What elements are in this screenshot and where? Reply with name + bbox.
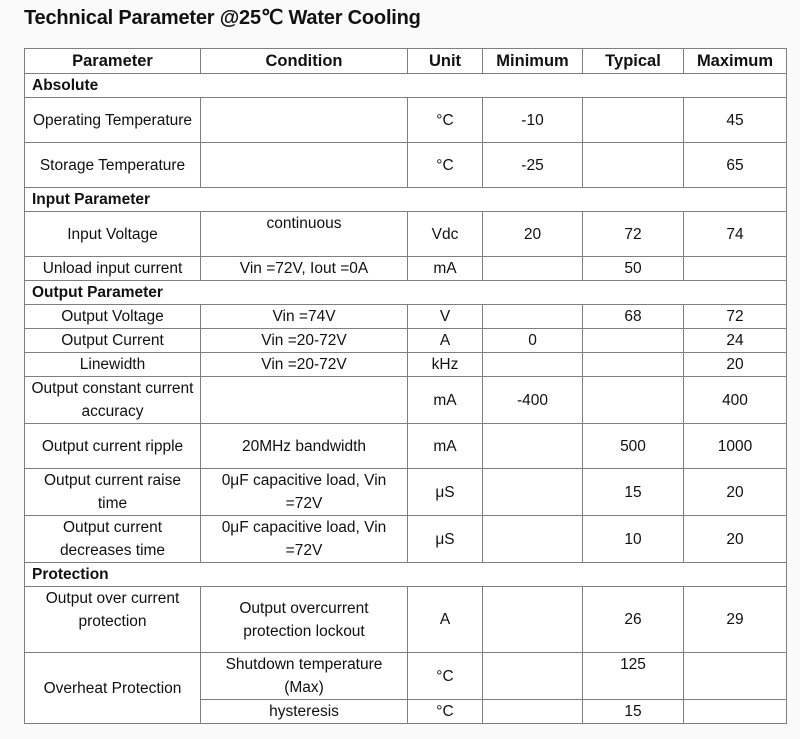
cell-min: -400 (483, 377, 583, 424)
table-row (25, 516, 787, 563)
cell-condition: Vin =72V, Iout =0A (201, 257, 408, 281)
cell-typ: 72 (583, 212, 684, 257)
table-row (25, 98, 787, 143)
cell-param: Storage Temperature (25, 143, 201, 188)
table-row (25, 469, 787, 516)
cell-min: 20 (483, 212, 583, 257)
cell-max: 24 (684, 329, 787, 353)
cell-unit: V (408, 305, 483, 329)
cell-typ: 68 (583, 305, 684, 329)
cell-param: Output current raise time (25, 469, 201, 516)
cell-min (483, 353, 583, 377)
section-row (25, 281, 787, 305)
cell-typ: 26 (583, 587, 684, 653)
cell-condition: Output overcurrent protection lockout (201, 587, 408, 653)
cell-typ: 15 (583, 700, 684, 724)
cell-param: Output current decreases time (25, 516, 201, 563)
cell-typ (583, 329, 684, 353)
cell-typ (583, 353, 684, 377)
table-row (25, 653, 787, 700)
table-row (25, 305, 787, 329)
cell-unit: Vdc (408, 212, 483, 257)
header-typical: Typical (583, 49, 684, 74)
cell-param: Unload input current (25, 257, 201, 281)
cell-min (483, 469, 583, 516)
table-row (25, 257, 787, 281)
cell-min (483, 516, 583, 563)
cell-max: 65 (684, 143, 787, 188)
cell-unit: A (408, 329, 483, 353)
cell-min (483, 587, 583, 653)
cell-condition: Shutdown temperature (Max) (201, 653, 408, 700)
cell-min (483, 305, 583, 329)
cell-max (684, 257, 787, 281)
cell-condition: 20MHz bandwidth (201, 424, 408, 469)
section-input: Input Parameter (25, 188, 787, 212)
cell-min: -25 (483, 143, 583, 188)
cell-min: -10 (483, 98, 583, 143)
cell-unit: °C (408, 98, 483, 143)
cell-condition: hysteresis (201, 700, 408, 724)
cell-param: Input Voltage (25, 212, 201, 257)
table-row (25, 143, 787, 188)
cell-condition: Vin =20-72V (201, 329, 408, 353)
cell-unit: mA (408, 424, 483, 469)
cell-typ (583, 377, 684, 424)
cell-param: Output Current (25, 329, 201, 353)
section-row (25, 563, 787, 587)
cell-param: Overheat Protection (25, 653, 201, 724)
cell-condition: 0μF capacitive load, Vin =72V (201, 469, 408, 516)
cell-param: Linewidth (25, 353, 201, 377)
header-condition: Condition (201, 49, 408, 74)
cell-typ (583, 143, 684, 188)
cell-unit: mA (408, 257, 483, 281)
table-row (25, 587, 787, 653)
section-output: Output Parameter (25, 281, 787, 305)
cell-param: Operating Temperature (25, 98, 201, 143)
cell-typ: 125 (583, 653, 684, 700)
table-row (25, 424, 787, 469)
cell-unit: A (408, 587, 483, 653)
cell-max: 72 (684, 305, 787, 329)
cell-max: 20 (684, 516, 787, 563)
cell-max: 20 (684, 353, 787, 377)
technical-parameter-table (24, 48, 787, 724)
cell-condition: Vin =74V (201, 305, 408, 329)
cell-typ (583, 98, 684, 143)
table-row (25, 329, 787, 353)
section-row (25, 188, 787, 212)
cell-max: 74 (684, 212, 787, 257)
cell-unit: μS (408, 469, 483, 516)
cell-max: 20 (684, 469, 787, 516)
cell-condition: continuous (201, 212, 408, 257)
cell-max: 1000 (684, 424, 787, 469)
cell-condition: 0μF capacitive load, Vin =72V (201, 516, 408, 563)
cell-typ: 10 (583, 516, 684, 563)
table-row (25, 212, 787, 257)
cell-param: Output current ripple (25, 424, 201, 469)
cell-unit: kHz (408, 353, 483, 377)
cell-typ: 500 (583, 424, 684, 469)
cell-unit: μS (408, 516, 483, 563)
cell-unit: °C (408, 143, 483, 188)
table-row (25, 353, 787, 377)
header-unit: Unit (408, 49, 483, 74)
cell-typ: 50 (583, 257, 684, 281)
cell-max: 45 (684, 98, 787, 143)
cell-param: Output over current protection (25, 587, 201, 653)
cell-max: 400 (684, 377, 787, 424)
section-protection: Protection (25, 563, 787, 587)
cell-min: 0 (483, 329, 583, 353)
cell-param: Output Voltage (25, 305, 201, 329)
cell-param: Output constant current accuracy (25, 377, 201, 424)
header-minimum: Minimum (483, 49, 583, 74)
cell-max (684, 700, 787, 724)
cell-max: 29 (684, 587, 787, 653)
section-row (25, 74, 787, 98)
cell-unit: °C (408, 700, 483, 724)
cell-condition (201, 98, 408, 143)
cell-max (684, 653, 787, 700)
cell-typ: 15 (583, 469, 684, 516)
cell-condition (201, 143, 408, 188)
cell-unit: mA (408, 377, 483, 424)
table-row (25, 377, 787, 424)
cell-min (483, 257, 583, 281)
cell-condition: Vin =20-72V (201, 353, 408, 377)
header-parameter: Parameter (25, 49, 201, 74)
cell-min (483, 424, 583, 469)
cell-condition (201, 377, 408, 424)
header-row (25, 49, 787, 74)
cell-min (483, 700, 583, 724)
cell-min (483, 653, 583, 700)
page-title: Technical Parameter @25℃ Water Cooling (24, 7, 421, 29)
header-maximum: Maximum (684, 49, 787, 74)
section-absolute: Absolute (25, 74, 787, 98)
cell-unit: °C (408, 653, 483, 700)
